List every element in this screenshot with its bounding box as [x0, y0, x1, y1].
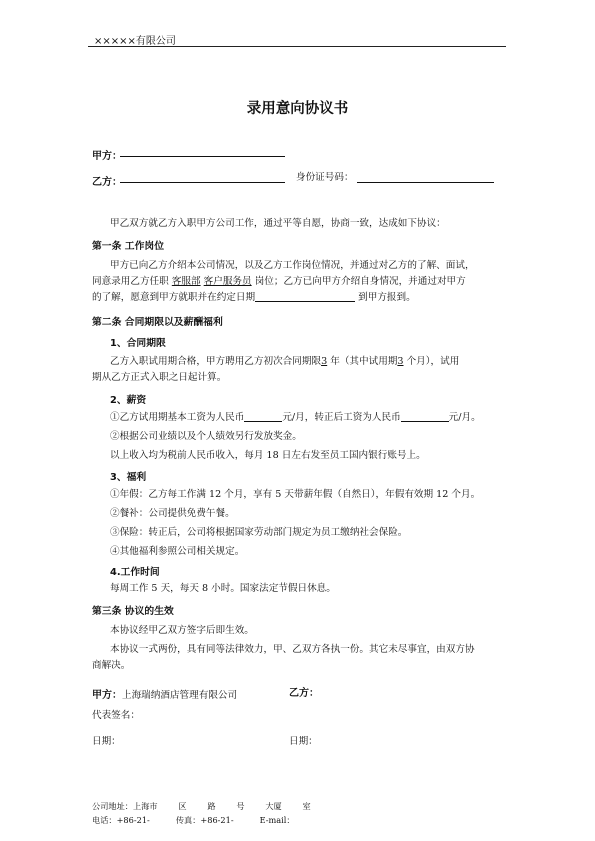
article1-line3 — [92, 291, 416, 305]
sub2-note: 以上收入均为税前人民币收入，每月 18 日左右发至员工国内银行账号上。 — [110, 450, 426, 461]
article1-heading: 第一条 工作岗位 — [92, 241, 164, 252]
date-label-party-b: 日期： — [289, 736, 318, 747]
welfare-item: ④其他福利参照公司相关规定。 — [110, 546, 245, 557]
sub1-line1 — [110, 355, 459, 369]
sub4-text: 每周工作 5 天，每天 8 小时。国家法定节假日休息。 — [110, 583, 336, 594]
party-a-field[interactable] — [120, 156, 285, 157]
party-a-label: 甲方： — [92, 151, 122, 162]
id-label: 身份证号码： — [296, 172, 354, 183]
probation-salary-field[interactable] — [244, 411, 282, 422]
article3-heading: 第三条 协议的生效 — [92, 606, 174, 617]
signature-party-a — [92, 683, 237, 703]
article1-line3-prefix: 的了解，愿意到甲方就职并在约定日期 — [92, 292, 256, 303]
department-value: 客服部 — [171, 276, 201, 287]
sig-party-b-label: 乙方： — [289, 688, 319, 699]
article1-line1: 甲方已向乙方介绍本公司情况，以及乙方工作岗位情况，并通过对乙方的了解、面试， — [110, 260, 475, 271]
article3-line1: 本协议经甲乙双方签字后即生效。 — [110, 625, 254, 636]
id-number-field[interactable] — [357, 182, 494, 183]
sub3-heading: 3、福利 — [110, 472, 147, 483]
sub1-line1-c: 个月），试用 — [406, 356, 460, 367]
report-date-field[interactable] — [255, 291, 355, 302]
document-title: 录用意向协议书 — [246, 101, 349, 117]
footer-address: 公司地址：上海市 区 路 号 大厦 室 — [92, 801, 311, 811]
header-rule — [88, 46, 506, 47]
sub2-heading: 2、薪资 — [110, 395, 147, 406]
sub1-line2: 期从乙方正式入职之日起计算。 — [92, 372, 227, 383]
sub1-line1-a: 乙方入职试用期合格，甲方聘用乙方初次合同期限 — [110, 356, 322, 367]
sub2-item1-c: 元/月。 — [448, 412, 481, 423]
sub2-item1 — [110, 411, 481, 425]
position-value: 客户服务员 — [203, 276, 252, 287]
sub1-line1-b: 年（其中试用期 — [330, 356, 398, 367]
party-b-field[interactable] — [120, 182, 285, 183]
term-years-value: 3 — [321, 356, 328, 367]
date-label-party-a: 日期： — [92, 736, 121, 747]
article1-line2-suffix: 岗位；乙方已向甲方介绍自身情况，并通过对甲方 — [254, 276, 466, 287]
header-company: ×××××有限公司 — [94, 36, 176, 47]
sig-party-a-label: 甲方： — [92, 690, 122, 701]
regular-salary-field[interactable] — [401, 411, 449, 422]
article1-line2 — [92, 275, 466, 289]
article1-line2-prefix: 同意录用乙方任职 — [92, 276, 169, 287]
sub2-item1-a: ①乙方试用期基本工资为人民币 — [110, 412, 245, 423]
sig-party-a-name: 上海瑞纳酒店管理有限公司 — [122, 690, 238, 701]
probation-months-value: 3 — [397, 356, 404, 367]
article1-line3-suffix: 到甲方报到。 — [358, 292, 416, 303]
intro-text: 甲乙双方就乙方入职甲方公司工作，通过平等自愿，协商一致，达成如下协议： — [110, 218, 446, 229]
rep-signature-label: 代表签名： — [92, 710, 140, 721]
article2-heading: 第二条 合同期限以及薪酬福利 — [92, 317, 223, 328]
article3-line2: 本协议一式两份，具有同等法律效力，甲、乙双方各执一份。其它未尽事宜，由双方协 — [110, 644, 475, 655]
party-b-label: 乙方： — [92, 177, 122, 188]
article3-line3: 商解决。 — [92, 660, 131, 671]
welfare-item: ②餐补：公司提供免费午餐。 — [110, 508, 235, 519]
sub1-heading: 1、合同期限 — [110, 338, 166, 349]
sub2-item2: ②根据公司业绩以及个人绩效另行发放奖金。 — [110, 431, 302, 442]
sub4-heading: 4.工作时间 — [110, 567, 160, 578]
welfare-item: ③保险：转正后，公司将根据国家劳动部门规定为员工缴纳社会保险。 — [110, 527, 408, 538]
welfare-item: ①年假：乙方每工作满 12 个月，享有 5 天带薪年假（自然日），年假有效期 12 个月。 — [110, 489, 481, 500]
sub2-item1-b: 元/月，转正后工资为人民币 — [282, 412, 401, 423]
footer-contact: 电话：+86-21- 传真：+86-21- E-mail： — [92, 815, 295, 825]
